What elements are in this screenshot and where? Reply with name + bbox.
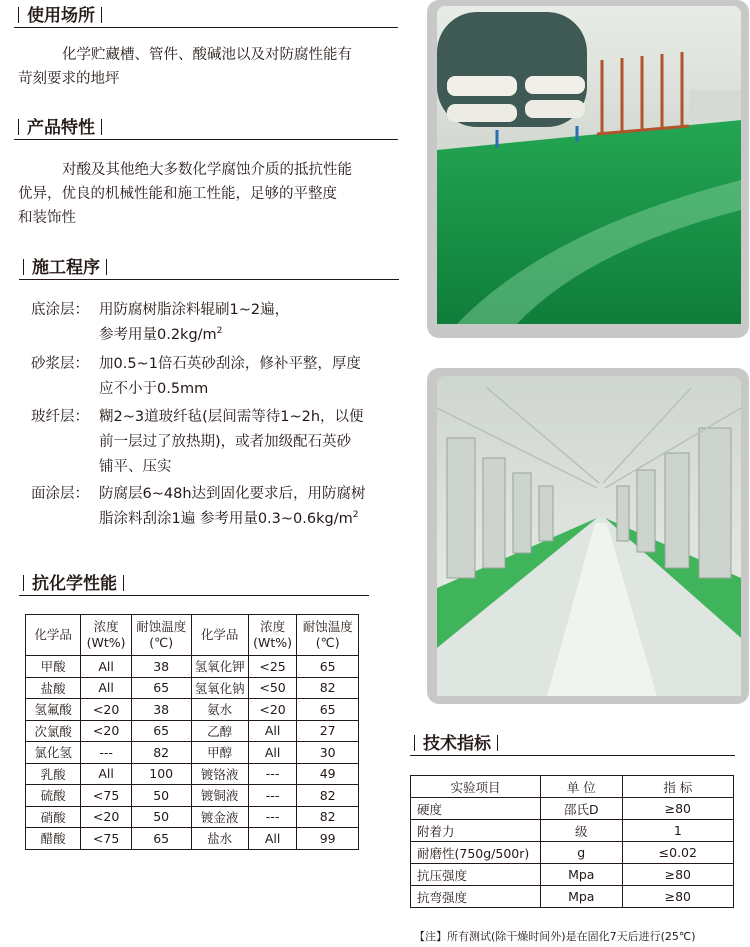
superscript: 2 bbox=[352, 510, 359, 520]
step-label: 砂浆层： bbox=[31, 356, 89, 372]
table-row bbox=[26, 699, 359, 721]
table-header-cell: 化学品 bbox=[191, 615, 248, 656]
table-cell: 盐酸 bbox=[26, 677, 81, 699]
table-cell: 50 bbox=[131, 785, 191, 807]
table-cell: <25 bbox=[248, 656, 297, 678]
table-cell: 硫酸 bbox=[26, 785, 81, 807]
table-cell: 65 bbox=[297, 699, 359, 721]
table-row bbox=[411, 864, 734, 886]
table-cell: ≥80 bbox=[622, 864, 733, 886]
table-cell: 氢氧化钾 bbox=[191, 656, 248, 678]
table-cell: Mpa bbox=[540, 886, 622, 908]
heading-title: 产品特性 bbox=[27, 118, 95, 138]
table-header-cell: 耐蚀温度(℃) bbox=[297, 615, 359, 656]
step-label: 玻纤层： bbox=[31, 409, 89, 425]
usage-text bbox=[18, 43, 398, 91]
table-row bbox=[411, 820, 734, 842]
table-cell: 82 bbox=[297, 677, 359, 699]
table-cell: 氨水 bbox=[191, 699, 248, 721]
heading-title: 技术指标 bbox=[423, 734, 491, 754]
table-cell: 38 bbox=[131, 699, 191, 721]
table-row bbox=[411, 842, 734, 864]
heading-bar-left bbox=[23, 575, 24, 591]
features-line-2: 优异，优良的机械性能和施工性能，足够的平整度 bbox=[18, 186, 337, 202]
features-line-1: 对酸及其他绝大多数化学腐蚀介质的抵抗性能 bbox=[62, 162, 352, 178]
table-header-cell: 化学品 bbox=[26, 615, 81, 656]
table-cell: --- bbox=[248, 785, 297, 807]
step-line: 脂涂料刮涂1遍 参考用量0.3~0.6kg/m bbox=[99, 511, 353, 527]
table-header-cell: 指 标 bbox=[622, 776, 733, 798]
table-cell: 抗弯强度 bbox=[411, 886, 541, 908]
step-label: 底涂层： bbox=[31, 302, 89, 318]
table-row bbox=[26, 785, 359, 807]
usage-line-1: 化学贮藏槽、管件、酸碱池以及对防腐性能有 bbox=[62, 47, 352, 63]
heading-bar-left bbox=[414, 735, 415, 751]
table-cell: <20 bbox=[81, 699, 132, 721]
technical-spec-table bbox=[410, 775, 734, 908]
table-cell: ≥80 bbox=[622, 886, 733, 908]
factory-floor-photo-1 bbox=[427, 0, 749, 338]
table-row bbox=[411, 886, 734, 908]
table-cell: 甲酸 bbox=[26, 656, 81, 678]
table-cell: 醋酸 bbox=[26, 828, 81, 850]
table-cell: 82 bbox=[297, 785, 359, 807]
table-cell: 次氯酸 bbox=[26, 720, 81, 742]
step-line: 应不小于0.5mm bbox=[99, 381, 209, 397]
features-line-3: 和装饰性 bbox=[18, 210, 76, 226]
heading-title: 抗化学性能 bbox=[32, 574, 117, 594]
section-heading-chemical bbox=[19, 573, 369, 596]
table-cell: 49 bbox=[297, 763, 359, 785]
table-row bbox=[26, 828, 359, 850]
heading-title: 施工程序 bbox=[32, 258, 100, 278]
section-heading-procedure bbox=[19, 257, 399, 280]
section-heading-features bbox=[14, 117, 398, 140]
table-header-cell: 单 位 bbox=[540, 776, 622, 798]
step-label: 面涂层： bbox=[31, 486, 89, 502]
table-cell: All bbox=[248, 720, 297, 742]
table-cell: <20 bbox=[81, 720, 132, 742]
heading-bar-left bbox=[23, 259, 24, 275]
table-cell: 盐水 bbox=[191, 828, 248, 850]
table-cell: ≤0.02 bbox=[622, 842, 733, 864]
heading-bar-left bbox=[18, 119, 19, 135]
table-cell: 27 bbox=[297, 720, 359, 742]
table-header-row bbox=[411, 776, 734, 798]
table-cell: 99 bbox=[297, 828, 359, 850]
table-cell: 甲醇 bbox=[191, 742, 248, 764]
section-heading-usage bbox=[14, 5, 398, 28]
step-line: 用防腐树脂涂料辊刷1~2遍， bbox=[99, 302, 290, 318]
table-cell: 镀铬液 bbox=[191, 763, 248, 785]
table-cell: 镀铜液 bbox=[191, 785, 248, 807]
table-header-cell: 浓度(Wt%) bbox=[81, 615, 132, 656]
table-row bbox=[26, 742, 359, 764]
table-row bbox=[26, 806, 359, 828]
test-note: 【注】所有测试(除干燥时间外)是在固化7天后进行(25℃) bbox=[414, 930, 696, 943]
table-cell: 82 bbox=[131, 742, 191, 764]
table-cell: 50 bbox=[131, 806, 191, 828]
step-line: 前一层过了放热期)，或者加级配石英砂 bbox=[99, 434, 352, 450]
table-cell: 抗压强度 bbox=[411, 864, 541, 886]
table-header-row bbox=[26, 615, 359, 656]
table-cell: <20 bbox=[81, 806, 132, 828]
table-cell: 100 bbox=[131, 763, 191, 785]
section-heading-tech bbox=[410, 733, 735, 756]
table-cell: All bbox=[81, 656, 132, 678]
features-text bbox=[18, 158, 408, 230]
table-cell: --- bbox=[248, 763, 297, 785]
table-cell: <75 bbox=[81, 828, 132, 850]
table-cell: 氢氟酸 bbox=[26, 699, 81, 721]
table-cell: 65 bbox=[131, 828, 191, 850]
heading-bar-left bbox=[18, 7, 19, 23]
heading-bar-right bbox=[101, 7, 102, 23]
table-cell: All bbox=[81, 677, 132, 699]
table-header-cell: 耐蚀温度(℃) bbox=[131, 615, 191, 656]
superscript: 2 bbox=[216, 326, 223, 336]
heading-bar-right bbox=[106, 259, 107, 275]
table-cell: 乳酸 bbox=[26, 763, 81, 785]
step-line: 参考用量0.2kg/m bbox=[99, 327, 217, 343]
heading-bar-right bbox=[101, 119, 102, 135]
table-cell: 氢氧化钠 bbox=[191, 677, 248, 699]
table-cell: 65 bbox=[131, 677, 191, 699]
procedure-step-primer bbox=[31, 298, 401, 348]
table-header-cell: 浓度(Wt%) bbox=[248, 615, 297, 656]
table-row bbox=[26, 656, 359, 678]
table-cell: --- bbox=[81, 742, 132, 764]
factory-floor-photo-2 bbox=[427, 368, 749, 704]
procedure-step-fiberglass bbox=[31, 405, 401, 480]
table-cell: 1 bbox=[622, 820, 733, 842]
table-cell: 氯化氢 bbox=[26, 742, 81, 764]
table-cell: <20 bbox=[248, 699, 297, 721]
table-cell: 65 bbox=[131, 720, 191, 742]
table-cell: 硝酸 bbox=[26, 806, 81, 828]
table-cell: <75 bbox=[81, 785, 132, 807]
table-cell: 附着力 bbox=[411, 820, 541, 842]
procedure-step-mortar bbox=[31, 352, 401, 402]
table-header-cell: 实验项目 bbox=[411, 776, 541, 798]
chemical-resistance-table bbox=[25, 614, 359, 850]
table-row bbox=[411, 798, 734, 820]
table-cell: All bbox=[248, 828, 297, 850]
step-line: 糊2~3道玻纤毡(层间需等待1~2h，以便 bbox=[99, 409, 364, 425]
table-cell: All bbox=[248, 742, 297, 764]
table-row bbox=[26, 763, 359, 785]
table-cell: 硬度 bbox=[411, 798, 541, 820]
table-row bbox=[26, 720, 359, 742]
heading-bar-right bbox=[123, 575, 124, 591]
table-row bbox=[26, 677, 359, 699]
table-cell: 82 bbox=[297, 806, 359, 828]
table-cell: 乙醇 bbox=[191, 720, 248, 742]
table-cell: 38 bbox=[131, 656, 191, 678]
heading-bar-right bbox=[497, 735, 498, 751]
table-cell: Mpa bbox=[540, 864, 622, 886]
table-cell: All bbox=[81, 763, 132, 785]
table-cell: g bbox=[540, 842, 622, 864]
procedure-step-topcoat bbox=[31, 482, 401, 532]
step-line: 加0.5~1倍石英砂刮涂，修补平整，厚度 bbox=[99, 356, 361, 372]
table-cell: <50 bbox=[248, 677, 297, 699]
table-cell: 级 bbox=[540, 820, 622, 842]
table-cell: 耐磨性(750g/500r) bbox=[411, 842, 541, 864]
table-cell: ≥80 bbox=[622, 798, 733, 820]
table-cell: 邵氏D bbox=[540, 798, 622, 820]
heading-title: 使用场所 bbox=[27, 6, 95, 26]
table-cell: --- bbox=[248, 806, 297, 828]
table-cell: 65 bbox=[297, 656, 359, 678]
table-cell: 30 bbox=[297, 742, 359, 764]
table-cell: 镀金液 bbox=[191, 806, 248, 828]
step-line: 防腐层6~48h达到固化要求后，用防腐树 bbox=[99, 486, 366, 502]
usage-line-2: 苛刻要求的地坪 bbox=[18, 71, 120, 87]
step-line: 铺平、压实 bbox=[99, 459, 172, 475]
